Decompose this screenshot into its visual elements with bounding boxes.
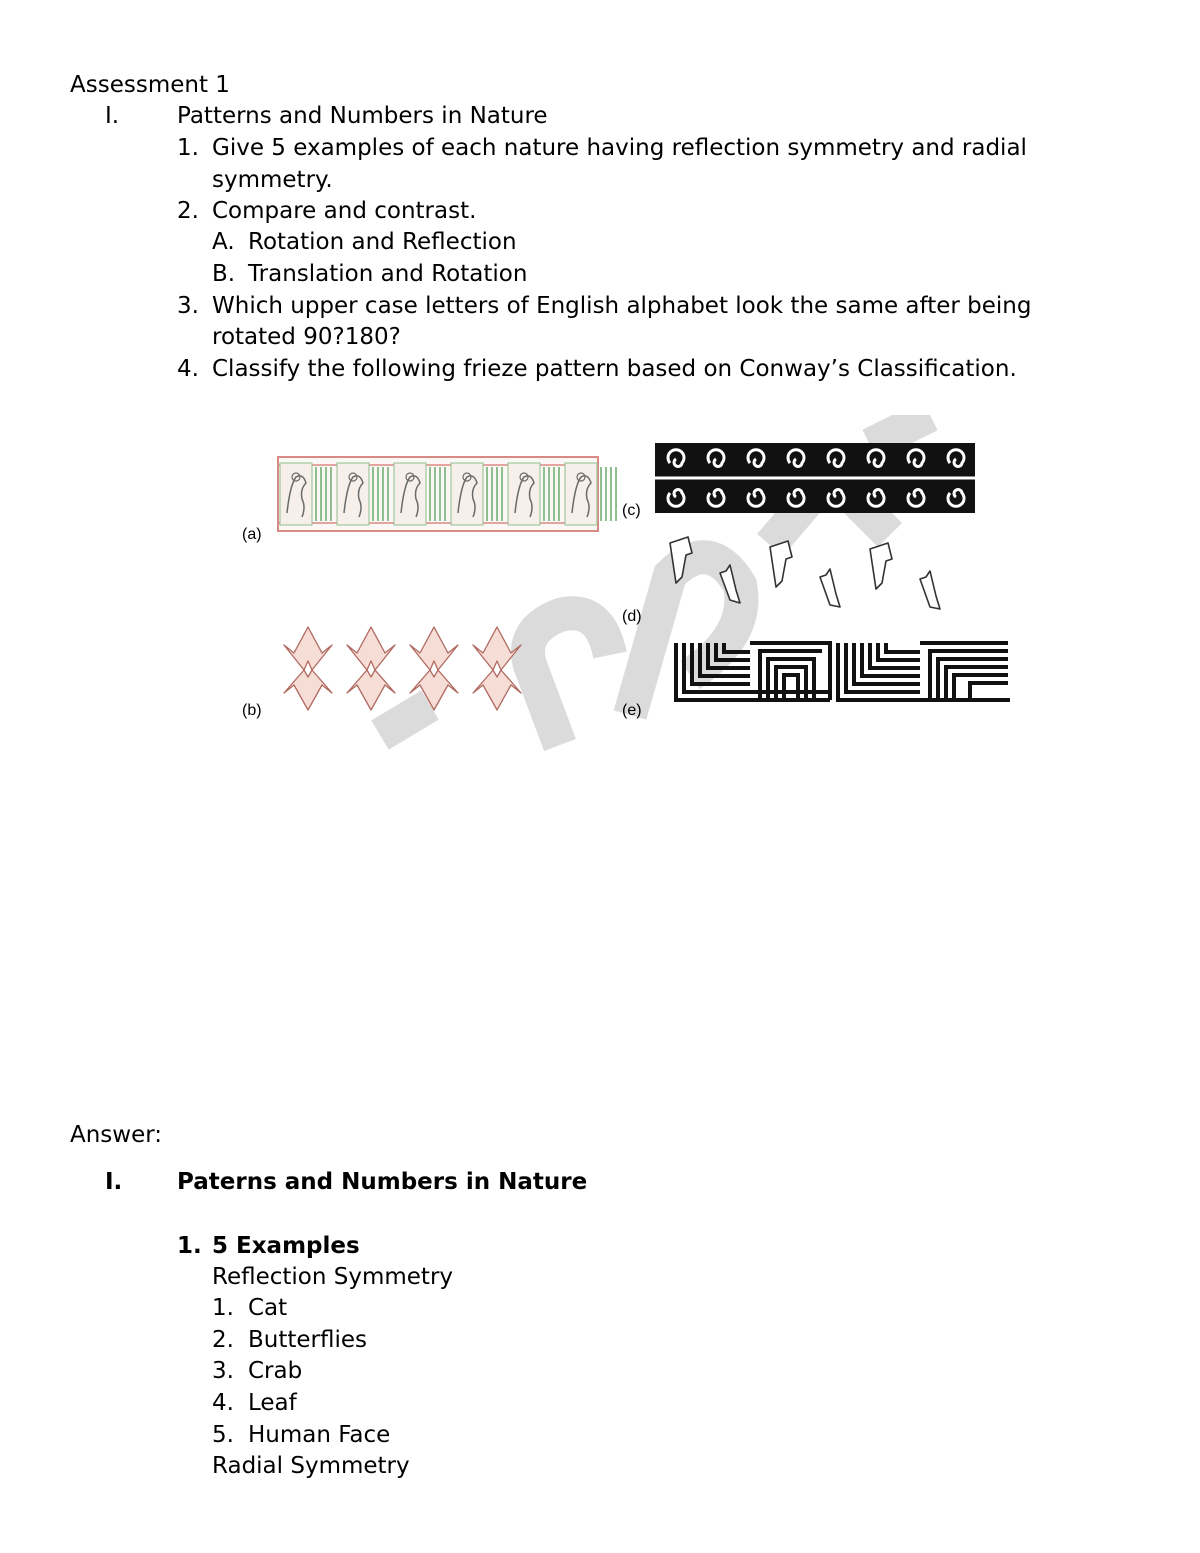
- label-b: (b): [242, 702, 262, 719]
- frieze-a: [278, 457, 616, 531]
- list-item: Crab: [248, 1358, 303, 1384]
- list-number: 2.: [212, 1327, 234, 1353]
- section-title: Patterns and Numbers in Nature: [177, 103, 548, 129]
- list-number: 4.: [212, 1390, 234, 1416]
- answer-item-number: 1.: [177, 1233, 202, 1259]
- list-number: 3.: [212, 1358, 234, 1384]
- sub-item-letter: B.: [212, 261, 236, 287]
- frieze-b: [284, 627, 521, 710]
- assessment-title: Assessment 1: [70, 72, 230, 98]
- sub-item-text: Rotation and Reflection: [248, 229, 517, 255]
- label-d: (d): [622, 608, 642, 625]
- reflection-symmetry-heading: Reflection Symmetry: [212, 1264, 454, 1290]
- question-text: Compare and contrast.: [212, 198, 477, 224]
- sub-item-text: Translation and Rotation: [248, 261, 528, 287]
- list-item: Human Face: [248, 1422, 391, 1448]
- frieze-c: [655, 443, 975, 513]
- question-text: Which upper case letters of English alphabet look the same after being: [212, 293, 1032, 319]
- label-e: (e): [622, 702, 642, 719]
- section-number: I.: [105, 103, 120, 129]
- list-number: 1.: [212, 1295, 234, 1321]
- label-a: (a): [242, 526, 262, 543]
- answer-heading: Answer:: [70, 1122, 163, 1148]
- question-number: 2.: [177, 198, 199, 224]
- label-c: (c): [622, 502, 641, 519]
- radial-symmetry-heading: Radial Symmetry: [212, 1453, 410, 1479]
- list-item: Leaf: [248, 1390, 297, 1416]
- answer-item-title: 5 Examples: [212, 1233, 360, 1259]
- question-text-continued: rotated 90?180?: [212, 324, 401, 350]
- question-number: 3.: [177, 293, 199, 319]
- answer-section-title: Paterns and Numbers in Nature: [177, 1169, 588, 1195]
- frieze-patterns-graphic: [230, 415, 1030, 755]
- question-text: Classify the following frieze pattern based on Conway’s Classification.: [212, 356, 1017, 382]
- sub-item-letter: A.: [212, 229, 235, 255]
- answer-section-number: I.: [105, 1169, 123, 1195]
- question-text: Give 5 examples of each nature having reflection symmetry and radial: [212, 135, 1027, 161]
- question-number: 1.: [177, 135, 199, 161]
- frieze-patterns-figure: [230, 415, 1030, 755]
- frieze-e: [676, 643, 1010, 700]
- list-number: 5.: [212, 1422, 234, 1448]
- list-item: Butterflies: [248, 1327, 368, 1353]
- question-text-continued: symmetry.: [212, 167, 333, 193]
- question-number: 4.: [177, 356, 199, 382]
- list-item: Cat: [248, 1295, 288, 1321]
